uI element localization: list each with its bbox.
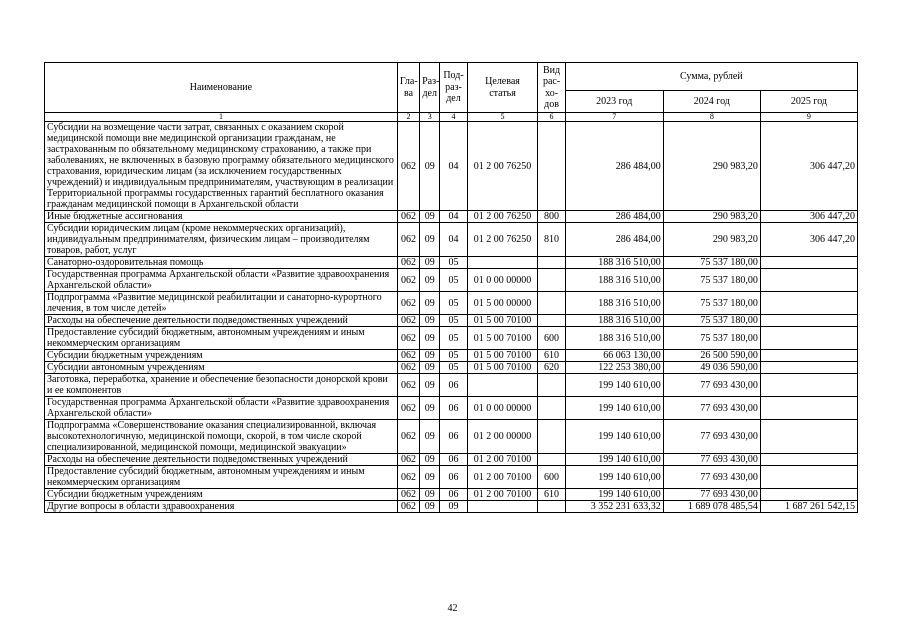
cell-razdel: 09 [420,501,440,513]
cell-amount-2025 [760,315,857,327]
cell-name: Подпрограмма «Совершенствование оказания специализированной, включая высокотехнологичную, медицинской помощи, скорой, в том числе скорой специализированной, медицинской помощи, медицинской эвакуации» [45,420,398,454]
column-number: 3 [420,113,440,122]
cell-vid [538,501,565,513]
table-row [45,122,858,211]
cell-amount-2025: 1 687 261 542,15 [760,501,857,513]
cell-glava: 062 [397,350,419,362]
cell-razdel: 09 [420,362,440,374]
cell-razdel: 09 [420,257,440,269]
cell-vid: 600 [538,466,565,489]
cell-amount-2023: 199 140 610,00 [565,374,663,397]
cell-glava: 062 [397,269,419,292]
cell-amount-2025 [760,362,857,374]
budget-table-container [44,62,858,513]
cell-glava: 062 [397,122,419,211]
cell-razdel: 09 [420,420,440,454]
cell-name: Подпрограмма «Развитие медицинской реабилитации и санаторно-курортного лечения, в том числе детей» [45,292,398,315]
cell-amount-2024: 77 693 430,00 [663,420,760,454]
cell-target: 01 2 00 70100 [467,454,538,466]
cell-podrazdel: 05 [440,327,467,350]
cell-amount-2025: 306 447,20 [760,211,857,223]
cell-amount-2024: 77 693 430,00 [663,489,760,501]
cell-vid: 810 [538,223,565,257]
cell-glava: 062 [397,327,419,350]
cell-podrazdel: 06 [440,454,467,466]
cell-target: 01 2 00 76250 [467,211,538,223]
cell-vid [538,397,565,420]
cell-glava: 062 [397,420,419,454]
cell-vid [538,122,565,211]
table-row [45,466,858,489]
cell-amount-2024: 77 693 430,00 [663,397,760,420]
cell-glava: 062 [397,501,419,513]
cell-vid: 620 [538,362,565,374]
cell-vid [538,315,565,327]
table-row [45,292,858,315]
cell-razdel: 09 [420,374,440,397]
cell-amount-2023: 3 352 231 633,32 [565,501,663,513]
cell-amount-2025 [760,350,857,362]
cell-glava: 062 [397,454,419,466]
cell-target: 01 2 00 76250 [467,122,538,211]
cell-razdel: 09 [420,489,440,501]
cell-podrazdel: 05 [440,292,467,315]
cell-amount-2023: 286 484,00 [565,122,663,211]
cell-podrazdel: 09 [440,501,467,513]
table-row [45,454,858,466]
header-year-2023: 2023 год [565,91,663,113]
cell-name: Субсидии бюджетным учреждениям [45,489,398,501]
cell-amount-2023: 188 316 510,00 [565,269,663,292]
cell-glava: 062 [397,223,419,257]
header-sum: Сумма, рублей [565,63,857,91]
table-row [45,315,858,327]
cell-amount-2024: 77 693 430,00 [663,466,760,489]
cell-name: Предоставление субсидий бюджетным, автономным учреждениям и иным некоммерческим организациям [45,327,398,350]
cell-amount-2025: 306 447,20 [760,122,857,211]
cell-vid: 610 [538,489,565,501]
cell-amount-2024: 75 537 180,00 [663,292,760,315]
cell-razdel: 09 [420,223,440,257]
column-number: 8 [663,113,760,122]
cell-target [467,374,538,397]
cell-target [467,257,538,269]
table-row [45,397,858,420]
cell-amount-2024: 75 537 180,00 [663,257,760,269]
cell-amount-2023: 199 140 610,00 [565,454,663,466]
cell-glava: 062 [397,315,419,327]
cell-razdel: 09 [420,122,440,211]
cell-amount-2024: 26 500 590,00 [663,350,760,362]
cell-amount-2024: 290 983,20 [663,122,760,211]
cell-glava: 062 [397,292,419,315]
cell-target: 01 5 00 70100 [467,362,538,374]
cell-amount-2023: 199 140 610,00 [565,397,663,420]
cell-vid [538,420,565,454]
cell-razdel: 09 [420,466,440,489]
header-year-2024: 2024 год [663,91,760,113]
cell-podrazdel: 06 [440,397,467,420]
table-row [45,223,858,257]
column-number: 5 [467,113,538,122]
cell-target: 01 5 00 00000 [467,292,538,315]
cell-amount-2025 [760,374,857,397]
cell-target [467,501,538,513]
cell-razdel: 09 [420,350,440,362]
cell-vid: 610 [538,350,565,362]
cell-name: Заготовка, переработка, хранение и обеспечение безопасности донорской крови и ее компонентов [45,374,398,397]
cell-vid [538,454,565,466]
cell-amount-2023: 188 316 510,00 [565,315,663,327]
cell-vid [538,292,565,315]
cell-amount-2025 [760,327,857,350]
column-number: 6 [538,113,565,122]
cell-amount-2024: 75 537 180,00 [663,315,760,327]
cell-amount-2025 [760,489,857,501]
cell-podrazdel: 05 [440,350,467,362]
cell-name: Предоставление субсидий бюджетным, автономным учреждениям и иным некоммерческим организациям [45,466,398,489]
cell-razdel: 09 [420,269,440,292]
cell-name: Расходы на обеспечение деятельности подведомственных учреждений [45,454,398,466]
cell-vid [538,257,565,269]
table-row [45,420,858,454]
cell-amount-2024: 1 689 078 485,54 [663,501,760,513]
cell-podrazdel: 06 [440,466,467,489]
cell-name: Иные бюджетные ассигнования [45,211,398,223]
table-row [45,257,858,269]
cell-target: 01 2 00 00000 [467,420,538,454]
cell-razdel: 09 [420,327,440,350]
cell-podrazdel: 04 [440,122,467,211]
cell-glava: 062 [397,466,419,489]
cell-name: Другие вопросы в области здравоохранения [45,501,398,513]
cell-amount-2025 [760,257,857,269]
column-number-row [45,113,858,122]
cell-amount-2023: 286 484,00 [565,211,663,223]
cell-name: Субсидии автономным учреждениям [45,362,398,374]
cell-vid [538,269,565,292]
cell-glava: 062 [397,362,419,374]
cell-vid: 600 [538,327,565,350]
header-podrazdel: Под- раз- дел [440,63,467,113]
cell-podrazdel: 05 [440,362,467,374]
cell-target: 01 2 00 76250 [467,223,538,257]
cell-amount-2024: 75 537 180,00 [663,269,760,292]
cell-name: Субсидии на возмещение части затрат, связанных с оказанием скорой медицинской помощи вне медицинской организации гражданам, не застрахованным по обязательному медицинскому страхованию, а также при заболеваниях, не включенных в базовую программу обязательного медицинского страхования, юридическим лицам (за исключением государственных учреждений) и индивидуальным предпринимателям, участвующим в реализации Территориальной программы государственных гарантий бесплатного оказания гражданам медицинской помощи в Архангельской области [45,122,398,211]
header-glava: Гла- ва [397,63,419,113]
cell-amount-2023: 122 253 380,00 [565,362,663,374]
cell-amount-2024: 290 983,20 [663,211,760,223]
cell-amount-2024: 49 036 590,00 [663,362,760,374]
table-body [45,122,858,513]
cell-target: 01 5 00 70100 [467,327,538,350]
cell-target: 01 2 00 70100 [467,489,538,501]
page-number: 42 [447,603,458,614]
cell-amount-2025 [760,454,857,466]
cell-amount-2023: 199 140 610,00 [565,466,663,489]
header-vid: Вид рас- хо- дов [538,63,565,113]
header-razdel: Раз- дел [420,63,440,113]
cell-razdel: 09 [420,454,440,466]
cell-name: Субсидии бюджетным учреждениям [45,350,398,362]
cell-amount-2025: 306 447,20 [760,223,857,257]
table-row [45,269,858,292]
cell-amount-2024: 77 693 430,00 [663,374,760,397]
cell-glava: 062 [397,374,419,397]
table-row [45,374,858,397]
table-row [45,501,858,513]
cell-amount-2024: 75 537 180,00 [663,327,760,350]
cell-podrazdel: 04 [440,211,467,223]
cell-amount-2023: 199 140 610,00 [565,489,663,501]
cell-target: 01 2 00 70100 [467,466,538,489]
column-number: 1 [45,113,398,122]
cell-podrazdel: 06 [440,374,467,397]
cell-podrazdel: 06 [440,420,467,454]
cell-name: Государственная программа Архангельской области «Развитие здравоохранения Архангельской области» [45,397,398,420]
budget-table [44,62,858,513]
cell-podrazdel: 06 [440,489,467,501]
cell-amount-2023: 66 063 130,00 [565,350,663,362]
cell-podrazdel: 05 [440,315,467,327]
cell-vid [538,374,565,397]
cell-amount-2025 [760,466,857,489]
cell-amount-2023: 188 316 510,00 [565,327,663,350]
cell-glava: 062 [397,257,419,269]
header-name: Наименование [45,63,398,113]
column-number: 9 [760,113,857,122]
cell-amount-2023: 199 140 610,00 [565,420,663,454]
cell-name: Санаторно-оздоровительная помощь [45,257,398,269]
cell-vid: 800 [538,211,565,223]
cell-glava: 062 [397,489,419,501]
cell-glava: 062 [397,211,419,223]
cell-podrazdel: 05 [440,257,467,269]
cell-amount-2025 [760,420,857,454]
table-row [45,211,858,223]
cell-amount-2025 [760,292,857,315]
cell-amount-2023: 286 484,00 [565,223,663,257]
table-row [45,489,858,501]
cell-amount-2025 [760,269,857,292]
cell-name: Субсидии юридическим лицам (кроме некоммерческих организаций), индивидуальным предпринимателям, физическим лицам – производителям товаров, работ, услуг [45,223,398,257]
table-row [45,327,858,350]
cell-podrazdel: 05 [440,269,467,292]
cell-amount-2023: 188 316 510,00 [565,292,663,315]
cell-amount-2024: 290 983,20 [663,223,760,257]
table-row [45,362,858,374]
header-target: Целевая статья [467,63,538,113]
column-number: 7 [565,113,663,122]
column-number: 2 [397,113,419,122]
header-year-2025: 2025 год [760,91,857,113]
cell-target: 01 5 00 70100 [467,350,538,362]
cell-name: Расходы на обеспечение деятельности подведомственных учреждений [45,315,398,327]
cell-razdel: 09 [420,211,440,223]
cell-razdel: 09 [420,315,440,327]
cell-glava: 062 [397,397,419,420]
cell-target: 01 5 00 70100 [467,315,538,327]
column-number: 4 [440,113,467,122]
table-row [45,350,858,362]
cell-amount-2023: 188 316 510,00 [565,257,663,269]
cell-name: Государственная программа Архангельской области «Развитие здравоохранения Архангельской области» [45,269,398,292]
cell-amount-2024: 77 693 430,00 [663,454,760,466]
cell-podrazdel: 04 [440,223,467,257]
cell-amount-2025 [760,397,857,420]
cell-target: 01 0 00 00000 [467,397,538,420]
cell-razdel: 09 [420,397,440,420]
cell-razdel: 09 [420,292,440,315]
cell-target: 01 0 00 00000 [467,269,538,292]
